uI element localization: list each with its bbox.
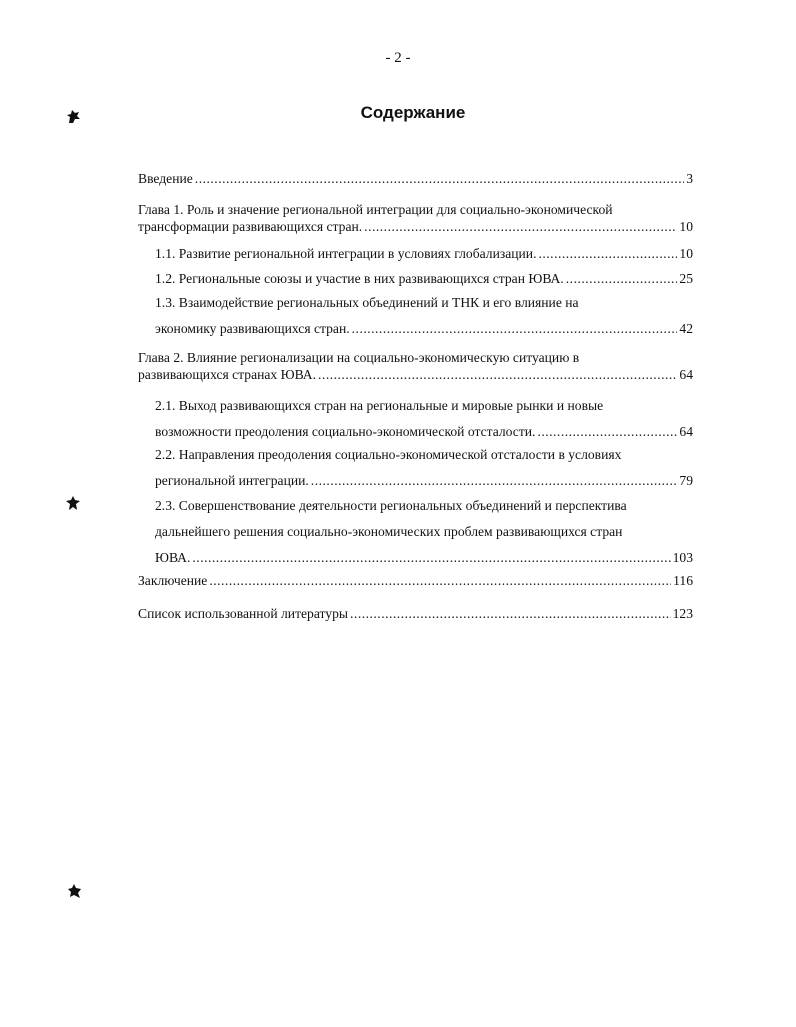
toc-page-number: 10 [679,246,693,261]
toc-leader-dots [566,270,678,287]
toc-page-number: 79 [679,473,693,488]
toc-entry-text: дальнейшего решения социально-экономических проблем развивающихся стран [155,524,623,539]
toc-entry-text: 1.2. Региональные союзы и участие в них развивающихся стран ЮВА. [155,271,564,286]
toc-leader-dots [538,245,677,262]
toc-entry-text: Введение [138,171,193,186]
toc-page-number: 3 [686,171,693,186]
toc-entry-section-2-2 [155,442,693,494]
toc-entry-text: ЮВА. [155,550,191,565]
toc-leader-dots [209,572,671,589]
toc-entry-bibliography [138,605,693,622]
toc-entry-text: 2.2. Направления преодоления социально-экономической отсталости в условиях [155,447,622,462]
toc-leader-dots [192,545,670,571]
toc-entry-text: трансформации развивающихся стран. [138,219,363,234]
toc-leader-dots [350,605,671,622]
toc-page-number: 64 [679,424,693,439]
toc-entry-text: Глава 1. Роль и значение региональной интеграции для социально-экономической [138,202,613,217]
toc-page-number: 123 [672,606,693,621]
toc-page-number: 25 [679,271,693,286]
page-title: Содержание [360,103,466,122]
toc-leader-dots [352,316,678,342]
toc-entry-text: 1.1. Развитие региональной интеграции в условиях глобализации. [155,246,537,261]
toc-leader-dots [318,366,677,383]
toc-entry-chapter-2 [138,349,693,383]
toc-entry-introduction [138,170,693,187]
toc-entry-text: экономику развивающихся стран. [155,321,350,336]
toc-page-number: 10 [679,219,693,234]
toc-page-number: 103 [672,550,693,565]
toc-entry-text: региональной интеграции. [155,473,309,488]
toc-entry-section-2-1 [155,393,693,445]
toc-page-number: 64 [679,367,693,382]
toc-leader-dots [195,170,684,187]
toc-leader-dots [364,218,677,235]
toc-entry-text: 2.3. Совершенствование деятельности региональных объединений и перспектива [155,498,627,513]
toc-entry-section-1-3 [155,290,693,342]
toc-entry-text: 2.1. Выход развивающихся стран на региональные и мировые рынки и новые [155,398,604,413]
toc-entry-conclusion [138,572,693,589]
page-number: - 2 - [385,50,411,66]
toc-entry-text: Список использованной литературы [138,606,349,621]
toc-entry-text: Глава 2. Влияние регионализации на социально-экономическую ситуацию в [138,350,580,365]
toc-entry-text: Заключение [138,573,208,588]
toc-entry-text: 1.3. Взаимодействие региональных объединений и ТНК и его влияние на [155,295,579,310]
toc-entry-text: возможности преодоления социально-экономической отсталости. [155,424,536,439]
toc-entry-section-2-3 [155,493,693,571]
toc-page-number: 116 [673,573,693,588]
toc-entry-chapter-1 [138,201,693,235]
toc-leader-dots [311,468,678,494]
toc-entry-section-1-1 [155,245,693,262]
toc-entry-text: развивающихся странах ЮВА. [138,367,317,382]
toc-page-number: 42 [679,321,693,336]
toc-entry-section-1-2 [155,270,693,287]
